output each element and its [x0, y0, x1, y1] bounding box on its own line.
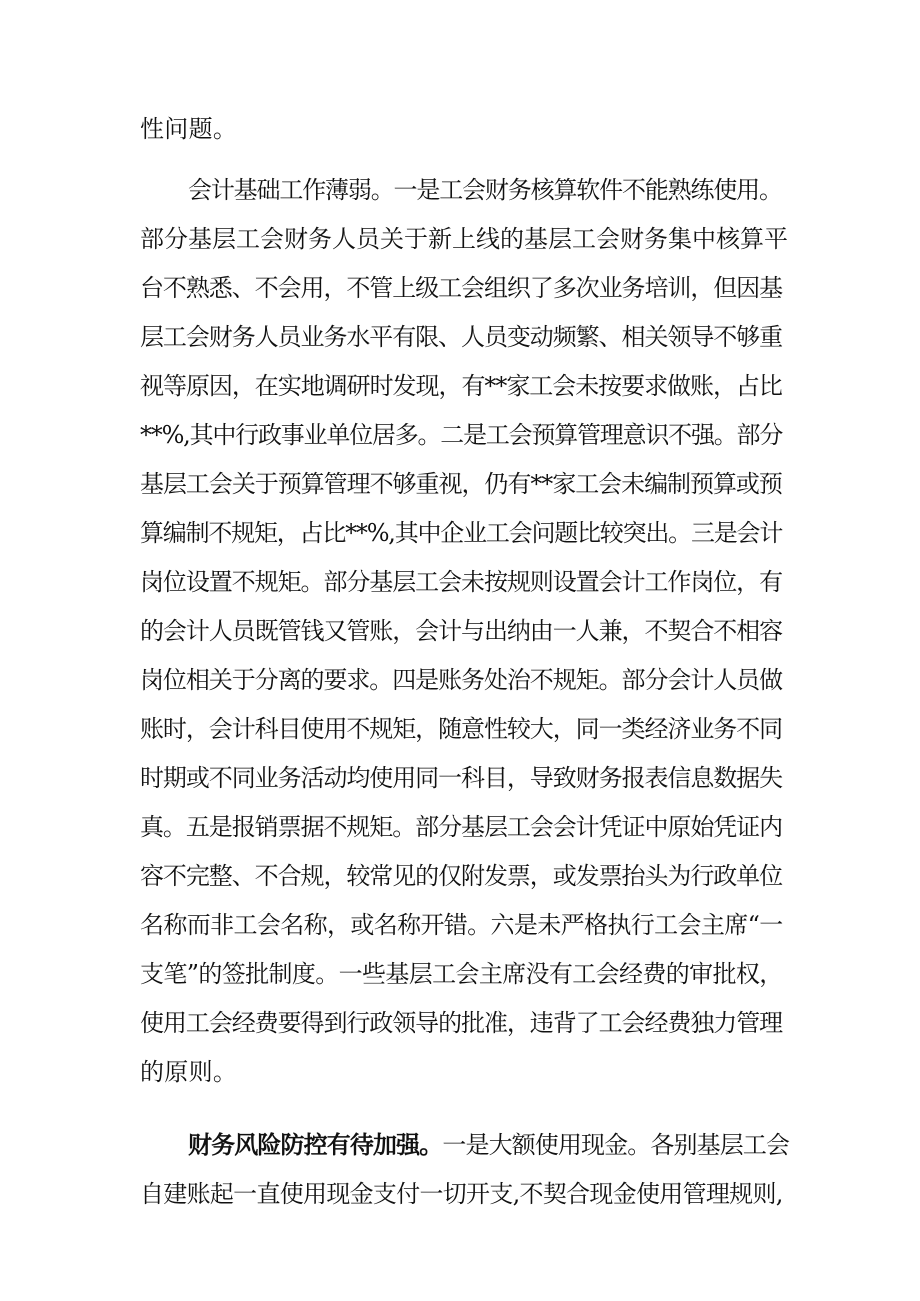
text-line: 基层工会关于预算管理不够重视，仍有**家工会未编制预算或预	[140, 470, 782, 498]
text-line: 容不完整、不合规，较常见的仅附发票，或发票抬头为行政单位	[140, 862, 783, 890]
text-line: 支笔”的签批制度。一些基层工会主席没有工会经费的审批权，	[140, 960, 783, 988]
text-line: 性问题。	[140, 115, 238, 143]
text-line: 账时，会计科目使用不规矩，随意性较大，同一类经济业务不同	[140, 715, 783, 743]
text-line: 层工会财务人员业务水平有限、人员变动频繁、相关领导不够重	[140, 323, 783, 351]
text-line: 名称而非工会名称，或名称开错。六是未严格执行工会主席“一	[140, 911, 783, 939]
text-line: 台不熟悉、不会用，不管上级工会组织了多次业务培训，但因基	[140, 274, 783, 302]
text-span: 一是大额使用现金。各别基层工会	[442, 1131, 790, 1159]
text-line: **%,其中行政事业单位居多。二是工会预算管理意识不强。部分	[140, 421, 783, 449]
text-line: 自建账起一直使用现金支付一切开支,不契合现金使用管理规则,	[140, 1180, 783, 1208]
text-line: 算编制不规矩，占比**%,其中企业工会问题比较突出。三是会计	[140, 519, 783, 547]
section-heading: 财务风险防控有待加强。	[188, 1130, 443, 1159]
text-line: 视等原因，在实地调研时发现，有**家工会未按要求做账，占比	[140, 372, 782, 400]
paragraph-start-line	[188, 1130, 789, 1160]
text-line: 岗位相关于分离的要求。四是账务处治不规矩。部分会计人员做	[140, 666, 783, 694]
paragraph-start-line: 会计基础工作薄弱。一是工会财务核算软件不能熟练使用。	[188, 176, 782, 204]
text-line: 的原则。	[140, 1058, 238, 1086]
text-line: 岗位设置不规矩。部分基层工会未按规则设置会计工作岗位，有	[140, 568, 783, 596]
text-line: 的会计人员既管钱又管账，会计与出纳由一人兼，不契合不相容	[140, 617, 783, 645]
text-line: 真。五是报销票据不规矩。部分基层工会会计凭证中原始凭证内	[140, 813, 783, 841]
text-line: 使用工会经费要得到行政领导的批准，违背了工会经费独力管理	[140, 1009, 783, 1037]
text-line: 时期或不同业务活动均使用同一科目，导致财务报表信息数据失	[140, 764, 783, 792]
text-line: 部分基层工会财务人员关于新上线的基层工会财务集中核算平	[140, 225, 788, 253]
